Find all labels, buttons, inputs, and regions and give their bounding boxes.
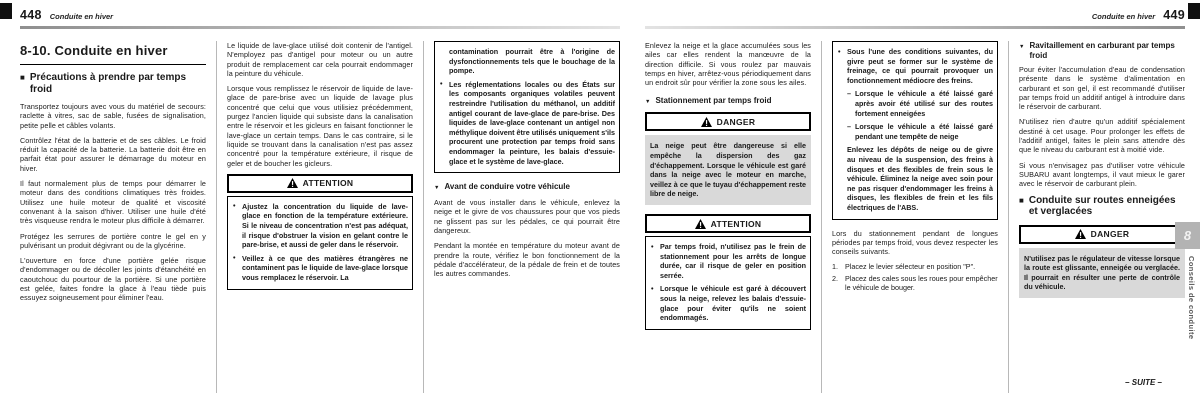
running-title: Conduite en hiver xyxy=(1091,12,1156,21)
attention-box-continuation xyxy=(434,41,620,173)
warning-bullet: • Veillez à ce que des matières étrangères ne contaminent pas le liquide de lave-glace lorsque vous remplacez le réservoir. La xyxy=(232,254,408,283)
warning-bullet: • Lorsque le véhicule est garé à découvert sous la neige, relevez les balais d'essuie-glace pour éviter qu'ils ne soient endommagés. xyxy=(650,284,806,322)
filled-square-icon xyxy=(20,72,25,95)
paragraph: L'ouverture en force d'une portière gelée risque d'endommager ou de décoller les joints d'étanchéité en caoutchouc du pourtour de la portière. Si une portière est gelée, faites fondre la glace à l'eau tiède puis essuyez soigneusement pour éliminer l'eau. xyxy=(20,256,206,303)
attention-box-continuation xyxy=(832,41,998,220)
right-page-columns xyxy=(645,41,1185,393)
step-text: Placez des cales sous les roues pour empêcher le véhicule de bouger. xyxy=(845,273,998,292)
warning-bullet: • Les réglementations locales ou des États sur les composants organiques volatiles peuvent restreindre l'utilisation du méthanol, un additif antigel courant de lave-glace de pare-brise. Des liquides de lave-glace contenant un antigel non méthylique doivent être utilisés uniquement s'ils procurent une protection par temps froid sans endommager la peinture, les balais d'essuie-glace et le système de lave-glace. xyxy=(439,80,615,166)
heading-text: ▼ Avant de conduire votre véhicule xyxy=(444,182,570,192)
warning-note: Enlevez les dépôts de neige ou de givre au niveau de la suspension, des freins à disques et des flexibles de frein sous le véhicule. Éliminez la neige avec soin pour ne pas risquer d'endommager les freins à disques, les flexibles de frein et les fils électriques de l'ABS. xyxy=(847,145,993,212)
attention-box-body xyxy=(645,236,811,330)
paragraph: Avant de vous installer dans le véhicule, enlevez la neige et le givre de vos chaussures pour que vos pieds ne glissent pas sur les pédales, ce qui pourrait être dangereux. xyxy=(434,198,620,236)
paragraph: Le liquide de lave-glace utilisé doit contenir de l'antigel. N'employez pas d'antigel pour moteur ou un autre produit de remplacement car cela pourrait endommager la peinture du véhicule. xyxy=(227,41,413,78)
paragraph: Il faut normalement plus de temps pour démarrer le moteur dans des conditions climatiques très froides. Utilisez une huile moteur de qualité et viscosité convenant à la saison d'hiver. Utiliser une huile d'été très visqueuse rendra le moteur plus difficile à démarrer. xyxy=(20,179,206,226)
attention-label: ATTENTION xyxy=(302,178,354,189)
numbered-step xyxy=(832,274,998,293)
warning-bullet: • Sous l'une des conditions suivantes, du givre peut se former sur le système de freinage, ce qui pourrait provoquer un fonctionnement médiocre des freins. xyxy=(837,47,993,85)
paragraph: Enlevez la neige et la glace accumulées sous les ailes car elles rendent la manœuvre de la direction difficile. Si vous roulez par mauvais temps en hiver, arrêtez-vous périodiquement dans un endroit sûr pour vérifier la zone sous les ailes. xyxy=(645,41,811,88)
danger-label: DANGER xyxy=(1090,229,1130,240)
paragraph: Contrôlez l'état de la batterie et de ses câbles. Le froid réduit la capacité de la batterie. La batterie doit être en parfait état pour assurer le démarrage du moteur en hiver. xyxy=(20,135,206,173)
page-header-left xyxy=(20,8,620,24)
warning-bullet: • Ajustez la concentration du liquide de lave-glace en fonction de la température extérieure. Si le niveau de concentration n'est pas adéquat, il risque d'obstruer la vision en gelant contre le pare-brise, et aussi de geler dans le réservoir. xyxy=(232,202,408,250)
danger-box-header xyxy=(1019,225,1185,244)
attention-label: ATTENTION xyxy=(710,218,762,229)
page-header-right xyxy=(645,8,1185,24)
danger-box-header xyxy=(645,112,811,131)
warning-triangle-icon xyxy=(695,219,706,229)
paragraph: Pour éviter l'accumulation d'eau de condensation présente dans le système d'alimentation en carburant et son gel, il est recommandé d'utiliser par temps froid un additif antigel à introduire dans le réservoir de carburant. xyxy=(1019,65,1185,112)
danger-box-body: N'utilisez pas le régulateur de vitesse lorsque la route est glissante, enneigée ou verglacée. Il pourrait en résulter une perte de contrôle du véhicule. xyxy=(1019,248,1185,298)
paragraph: Protégez les serrures de portière contre le gel en y pulvérisant un produit dégivrant ou de la glycérine. xyxy=(20,231,206,250)
paragraph: Pendant la montée en température du moteur avant de prendre la route, vérifiez le bon fonctionnement de la pédale d'accélérateur, de la pédale de frein et de toutes les autres commandes. xyxy=(434,241,620,279)
attention-box-body xyxy=(227,196,413,290)
page-corner-mark-left xyxy=(0,3,12,19)
column-3 xyxy=(423,41,620,393)
paragraph: Transportez toujours avec vous du matériel de secours: raclette à vitres, sac de sable, fusées de signalisation, petite pelle et câbles volants. xyxy=(20,102,206,130)
filled-square-icon xyxy=(1019,195,1024,218)
danger-label: DANGER xyxy=(716,116,756,127)
step-number: 2. xyxy=(832,273,838,283)
page-corner-mark-right xyxy=(1188,3,1200,19)
paragraph: Lorsque vous remplissez le réservoir de liquide de lave-glace de pare-brise avec un liquide de lavage plus concentré que celui que vous utilisiez précédemment, purgez l'ancien liquide qui subsiste dans la canalisation entre le réservoir et les gicleurs en faisant fonctionner le lave-glace un certain temps. Dans le cas contraire, si le liquide se trouvant dans la canalisation n'est pas assez concentré pour la température extérieure, il risque de geler et de boucher les gicleurs. xyxy=(227,84,413,168)
step-number: 1. xyxy=(832,262,838,272)
warning-continuation-text: contamination pourrait être à l'origine de dysfonctionnements tels que le bouchage de la pompe. xyxy=(449,47,615,76)
page-449 xyxy=(645,8,1185,393)
paragraph: Si vous n'envisagez pas d'utiliser votre véhicule SUBARU avant longtemps, il vaut mieux le garer avec le réservoir de carburant plein. xyxy=(1019,160,1185,189)
running-title: Conduite en hiver xyxy=(49,12,114,21)
header-rule xyxy=(645,26,1185,29)
chapter-sidebar-label: Conseils de conduite xyxy=(1187,256,1196,340)
continuation-footer: – SUITE – xyxy=(1125,378,1162,387)
page-number: 449 xyxy=(1163,8,1185,22)
paragraph: Lors du stationnement pendant de longues périodes par temps froid, vous devez respecter les conseils suivants. xyxy=(832,228,998,257)
column-4 xyxy=(645,41,821,393)
danger-box-body: La neige peut être dangereuse si elle empêche la dispersion des gaz d'échappement. Lorsque le véhicule est garé dans la neige avec le moteur en marche, veillez à ce que le tuyau d'échappement reste libre de neige. xyxy=(645,135,811,205)
heading-text: ▼ Ravitaillement en carburant par temps froid xyxy=(1029,41,1175,60)
warning-sub-item: – Lorsque le véhicule a été laissé garé pendant une tempête de neige xyxy=(847,122,993,141)
column-6 xyxy=(1008,41,1185,393)
subsection-title: Conduite sur routes enneigées et verglacées xyxy=(1028,194,1176,218)
warning-bullet: • Par temps froid, n'utilisez pas le frein de stationnement pour les arrêts de longue durée, car il risque de geler en position serrée. xyxy=(650,242,806,280)
heading-refuel-cold xyxy=(1019,41,1185,60)
column-2 xyxy=(216,41,423,393)
warning-triangle-icon xyxy=(701,117,712,127)
subsection-cold-precautions xyxy=(20,72,206,95)
left-page-columns xyxy=(20,41,620,393)
chapter-tab: 8 xyxy=(1175,222,1200,249)
paragraph: N'utilisez rien d'autre qu'un additif spécialement destiné à cet usage. Pour prolonger les effets de l'additif antigel, faites le plein sans attendre dès que le niveau du carburant est à moitié vide. xyxy=(1019,117,1185,155)
step-text: Placez le levier sélecteur en position "P". xyxy=(845,262,976,272)
page-number: 448 xyxy=(20,8,42,22)
subsection-title: Précautions à prendre par temps froid xyxy=(29,72,187,95)
numbered-step xyxy=(832,262,998,271)
column-5 xyxy=(821,41,1008,393)
heading-parking-cold xyxy=(645,96,811,107)
attention-box-header xyxy=(227,174,413,193)
page-448 xyxy=(20,8,620,393)
heading-before-driving xyxy=(434,182,620,193)
warning-triangle-icon xyxy=(287,178,298,188)
warning-sub-item: – Lorsque le véhicule a été laissé garé après avoir été utilisé sur des routes fortement enneigées xyxy=(847,89,993,118)
section-title: 8-10. Conduite en hiver xyxy=(20,41,206,65)
warning-triangle-icon xyxy=(1075,229,1086,239)
heading-text: ▼ Stationnement par temps froid xyxy=(655,96,772,106)
column-1 xyxy=(20,41,216,393)
header-rule xyxy=(20,26,620,29)
subsection-snowy-roads xyxy=(1019,195,1185,218)
attention-box-header xyxy=(645,214,811,233)
